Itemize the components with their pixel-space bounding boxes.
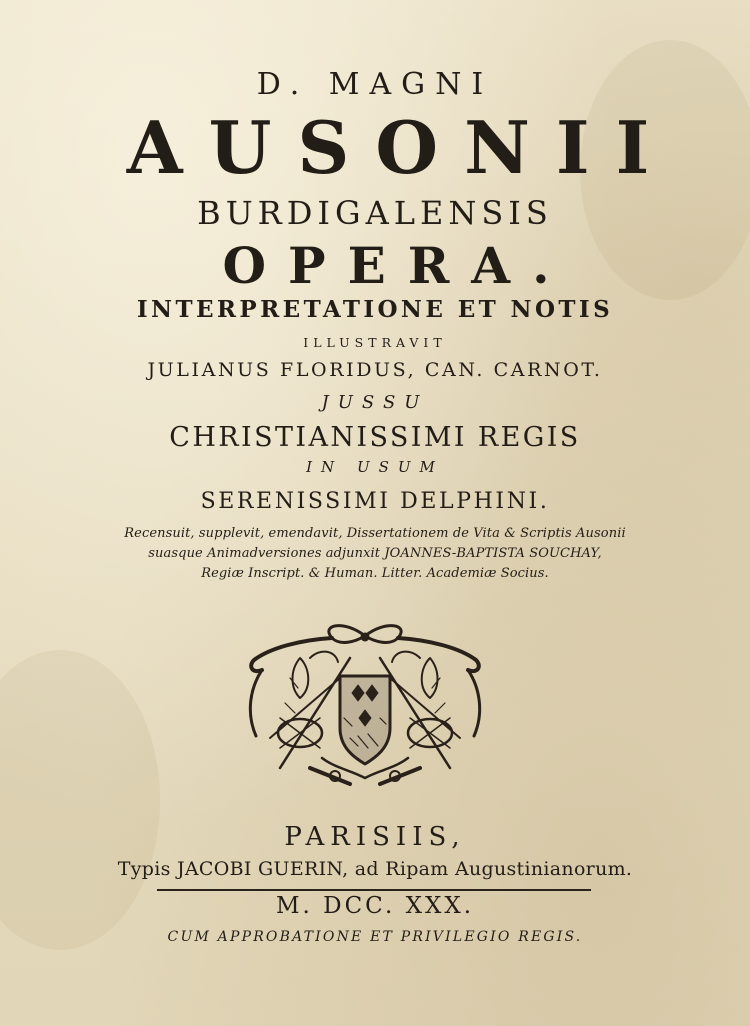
- royal-arms-ornament-icon: [240, 618, 490, 794]
- recensuit-line-2: suasque Animadversiones adjunxit JOANNES-BAPTISTA SOUCHAY,: [148, 546, 602, 561]
- patron-line: CHRISTIANISSIMI REGIS: [169, 422, 581, 453]
- subtitle-interpretatione: INTERPRETATIONE ET NOTIS: [136, 296, 614, 323]
- imprint-rule: [157, 889, 591, 891]
- privilege-line: CUM APPROBATIONE ET PRIVILEGIO REGIS.: [167, 929, 583, 945]
- in-usum-line: IN USUM: [306, 458, 444, 476]
- dedicatee-line: SERENISSIMI DELPHINI.: [200, 489, 550, 514]
- jussu-line: JUSSU: [321, 392, 429, 413]
- subtitle-illustravit: ILLUSTRAVIT: [303, 335, 447, 350]
- author-origin: BURDIGALENSIS: [197, 194, 553, 232]
- author-prefix: D. MAGNI: [256, 67, 494, 102]
- recensuit-line-1: Recensuit, supplevit, emendavit, Dissertationem de Vita & Scriptis Ausonii: [124, 526, 626, 541]
- imprint-place: PARISIIS,: [284, 822, 466, 852]
- imprint-year: M. DCC. XXX.: [275, 893, 475, 919]
- imprint-printer: Typis JACOBI GUERIN, ad Ripam Augustinianorum.: [117, 858, 633, 880]
- editor-name: JULIANUS FLORIDUS, CAN. CARNOT.: [147, 359, 603, 381]
- recensuit-line-3: Regiæ Inscript. & Human. Litter. Academiæ Socius.: [201, 566, 549, 581]
- author-name: AUSONII: [126, 105, 676, 190]
- work-title: OPERA.: [222, 236, 572, 295]
